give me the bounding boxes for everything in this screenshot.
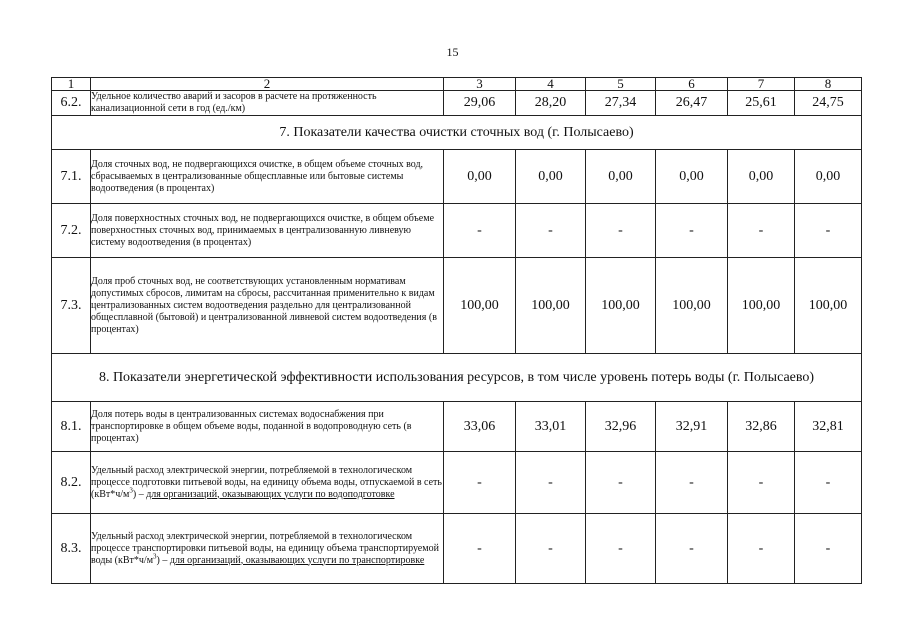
indicator-row [52,258,862,354]
row-number: 8.3. [52,514,91,584]
value-cell: - [516,452,586,514]
description-text: Удельное количество аварий и засоров в расчете на протяженность канализационной сети в год (ед./км) [91,91,377,114]
section-title: 8. Показатели энергетической эффективности использования ресурсов, в том числе уровень потерь воды (г. Полысаево) [52,354,862,402]
description-text: Удельный расход электрической энергии, потребляемой в технологическом процессе подготовки питьевой воды, на единицу объема воды, отпускаемой в сеть (кВт*ч/м [91,464,442,500]
row-number: 6.2. [52,91,91,116]
value-cell: 100,00 [656,258,728,354]
row-number: 7.1. [52,150,91,204]
value-cell: - [586,514,656,584]
value-cell: 0,00 [728,150,795,204]
indicator-row [52,150,862,204]
value-cell: 100,00 [795,258,862,354]
row-number: 7.3. [52,258,91,354]
value-cell: - [728,452,795,514]
section-title: 7. Показатели качества очистки сточных вод (г. Полысаево) [52,116,862,150]
column-header: 7 [728,78,795,91]
value-cell: 0,00 [444,150,516,204]
description-text: Доля проб сточных вод, не соответствующих установленным нормативам допустимых сбросов, лимитам на сбросы, рассчитанная применительно к видам централизованных систем водоотведения раздельно для централизованной общесплавной (бытовой) и централизованной ливневой систем водоотведения (в процентах) [91,275,437,335]
value-cell: 100,00 [444,258,516,354]
value-cell: - [795,514,862,584]
value-cell: - [656,204,728,258]
value-cell: 29,06 [444,91,516,116]
description-text: Доля сточных вод, не подвергающихся очистке, в общем объеме сточных вод, сбрасываемых в централизованные общесплавные или бытовые системы водоотведения (в процентах) [91,158,424,194]
value-cell: 25,61 [728,91,795,116]
section-row [52,116,862,150]
description-text: ) – [132,488,147,500]
value-cell: - [656,452,728,514]
value-cell: 32,91 [656,402,728,452]
column-header: 4 [516,78,586,91]
superscript-text: 3 [129,486,133,495]
column-header: 6 [656,78,728,91]
superscript-text: 3 [153,552,157,561]
indicator-row [52,452,862,514]
value-cell: 100,00 [586,258,656,354]
value-cell: - [728,204,795,258]
value-cell: - [444,452,516,514]
value-cell: - [795,204,862,258]
description-text: Доля поверхностных сточных вод, не подвергающихся очистке, в общем объеме поверхностных сточных вод, принимаемых в централизованную ливневую систему водоотведения (в процентах) [91,212,435,248]
row-number: 7.2. [52,204,91,258]
value-cell: - [516,204,586,258]
value-cell: 32,86 [728,402,795,452]
indicators-table [51,77,862,584]
section-row [52,354,862,402]
description-text: Удельный расход электрической энергии, потребляемой в технологическом процессе транспортировки питьевой воды, на единицу объема транспортируемой воды (кВт*ч/м [91,530,439,566]
value-cell: 0,00 [656,150,728,204]
indicator-row [52,402,862,452]
value-cell: 100,00 [728,258,795,354]
description-text: ) – [156,554,170,566]
indicator-row [52,91,862,116]
indicator-description [91,452,444,514]
indicator-description [91,514,444,584]
value-cell: 100,00 [516,258,586,354]
page-number: 15 [446,45,459,59]
column-header: 5 [586,78,656,91]
value-cell: - [586,204,656,258]
value-cell: 33,01 [516,402,586,452]
indicator-description [91,150,444,204]
description-text: для организаций, оказывающих услуги по водоподготовке [146,488,395,500]
column-header: 2 [91,78,444,91]
value-cell: 33,06 [444,402,516,452]
indicator-description [91,258,444,354]
indicator-description [91,402,444,452]
description-text: для организаций, оказывающих услуги по транспортировке [169,554,425,566]
indicator-description [91,91,444,116]
value-cell: 27,34 [586,91,656,116]
value-cell: - [656,514,728,584]
value-cell: 28,20 [516,91,586,116]
value-cell: - [444,514,516,584]
value-cell: 0,00 [795,150,862,204]
value-cell: - [795,452,862,514]
value-cell: 0,00 [586,150,656,204]
column-header: 3 [444,78,516,91]
value-cell: - [586,452,656,514]
column-header: 1 [52,78,91,91]
value-cell: - [444,204,516,258]
indicator-row [52,204,862,258]
value-cell: 24,75 [795,91,862,116]
value-cell: - [516,514,586,584]
value-cell: 32,81 [795,402,862,452]
row-number: 8.2. [52,452,91,514]
column-header: 8 [795,78,862,91]
indicator-description [91,204,444,258]
value-cell: - [728,514,795,584]
value-cell: 26,47 [656,91,728,116]
value-cell: 0,00 [516,150,586,204]
indicator-row [52,514,862,584]
description-text: Доля потерь воды в централизованных системах водоснабжения при транспортировке в общем объеме воды, поданной в водопроводную сеть (в процентах) [91,408,412,444]
row-number: 8.1. [52,402,91,452]
value-cell: 32,96 [586,402,656,452]
header-row [52,78,862,91]
